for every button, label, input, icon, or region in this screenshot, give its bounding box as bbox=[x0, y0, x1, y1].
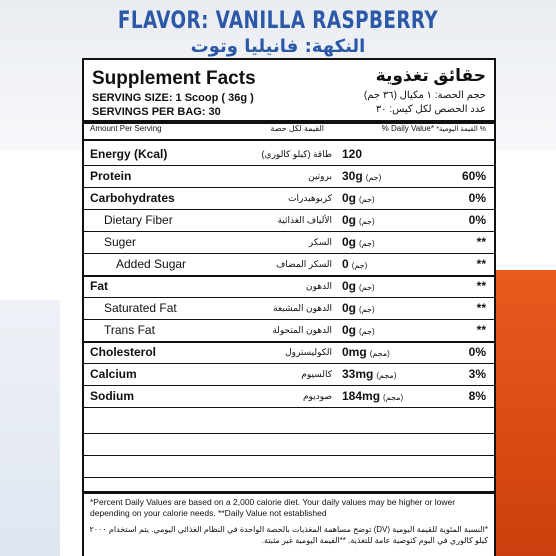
empty-row bbox=[84, 433, 494, 456]
nutrient-name-en: Trans Fat bbox=[104, 323, 155, 337]
amount-unit-ar: (جم) bbox=[351, 261, 368, 270]
serving-size-ar: حجم الحصة: ١ مكيال (٣٦ جم) bbox=[363, 90, 486, 101]
table-row bbox=[84, 363, 494, 386]
nutrient-amount bbox=[342, 187, 446, 209]
nutrient-name-ar: السكر bbox=[308, 237, 332, 247]
nutrient-amount bbox=[342, 231, 446, 253]
amount-unit-ar: (جم) bbox=[359, 217, 375, 226]
nutrient-amount bbox=[342, 385, 446, 407]
amount-value: 0g bbox=[342, 279, 357, 293]
amount-unit-ar: (جم) bbox=[359, 327, 375, 336]
table-row bbox=[84, 385, 494, 408]
amount-value: 0g bbox=[342, 213, 357, 227]
daily-value: ** bbox=[476, 235, 486, 249]
nutrient-name-ar: الدهون المشبعة bbox=[273, 303, 332, 313]
nutrient-amount bbox=[342, 341, 446, 363]
table-row bbox=[84, 319, 494, 343]
nutrient-amount bbox=[342, 143, 446, 165]
nutrient-name-ar: طاقة (كيلو كالوري) bbox=[261, 149, 332, 159]
column-header-rule bbox=[84, 139, 494, 141]
nutrient-name-en: Added Sugar bbox=[116, 257, 187, 271]
daily-value: 8% bbox=[468, 389, 486, 403]
daily-value: 60% bbox=[461, 169, 486, 183]
nutrient-amount bbox=[342, 253, 446, 275]
amount-per-serving-label-ar: القيمة لكل حصة bbox=[270, 124, 324, 133]
servings-per-bag-ar: عدد الحصص لكل كيس: ٣٠ bbox=[375, 104, 486, 115]
empty-row bbox=[84, 455, 494, 478]
nutrient-name-en: Protein bbox=[90, 169, 132, 183]
daily-value-label-ar: *القيمة اليومية % bbox=[436, 126, 486, 133]
table-row bbox=[84, 187, 494, 210]
amount-unit-ar: (جم) bbox=[359, 305, 375, 314]
nutrient-name-en: Fat bbox=[90, 279, 108, 293]
amount-unit-ar: (جم) bbox=[359, 283, 375, 292]
table-row bbox=[84, 341, 494, 364]
amount-unit-ar: (مجم) bbox=[383, 393, 404, 402]
nutrient-name-en: Sodium bbox=[90, 389, 134, 403]
panel-title-ar: حقائق تغذوية bbox=[375, 66, 486, 85]
background-left bbox=[0, 300, 60, 556]
nutrient-name-ar: الدهون bbox=[306, 281, 332, 291]
nutrient-name-en: Carbohydrates bbox=[90, 191, 175, 205]
nutrient-amount bbox=[342, 363, 446, 385]
amount-unit-ar: (جم) bbox=[359, 239, 375, 248]
nutrient-name-en: Suger bbox=[104, 235, 137, 249]
daily-value: 0% bbox=[468, 345, 486, 359]
nutrient-name-en: Calcium bbox=[90, 367, 137, 381]
amount-value: 0 bbox=[342, 257, 349, 271]
nutrient-name-en: Energy (Kcal) bbox=[90, 147, 168, 161]
daily-value: ** bbox=[476, 279, 486, 293]
amount-per-serving-label: Amount Per Serving bbox=[90, 124, 162, 133]
daily-value: ** bbox=[476, 257, 486, 271]
table-row bbox=[84, 143, 494, 166]
footnote-ar: *النسبة المئوية للقيمة اليومية (DV) توضح مساهمة المغذيات بالحصة الواحدة في النظام الغذائي اليومي. يتم استخدام ٢٠٠٠ كيلو كالوري في اليوم كتوصية عامة للتغذية. **القيمة اليومية غير مثبتة. bbox=[89, 525, 488, 545]
nutrient-name-ar: الألياف الغذائية bbox=[277, 215, 332, 225]
servings-per-bag-en: SERVINGS PER BAG: 30 bbox=[92, 106, 221, 118]
nutrient-name-ar: صوديوم bbox=[302, 391, 332, 401]
nutrient-name-en: Saturated Fat bbox=[104, 301, 177, 315]
footer-rule bbox=[84, 491, 494, 494]
panel-title-en: Supplement Facts bbox=[92, 68, 256, 89]
amount-value: 0g bbox=[342, 235, 357, 249]
daily-value: 0% bbox=[468, 191, 486, 205]
amount-value: 120 bbox=[342, 147, 363, 161]
nutrient-name-ar: الكوليسترول bbox=[285, 347, 332, 357]
nutrient-amount bbox=[342, 319, 446, 341]
nutrient-name-ar: السكر المضاف bbox=[275, 259, 332, 269]
serving-size-en: SERVING SIZE: 1 Scoop ( 36g ) bbox=[92, 92, 254, 104]
flavor-title-en: FLAVOR: VANILLA RASPBERRY bbox=[117, 6, 439, 34]
nutrient-name-ar: كالسيوم bbox=[301, 369, 332, 379]
daily-value: 3% bbox=[468, 367, 486, 381]
supplement-facts-panel bbox=[82, 58, 496, 556]
nutrient-amount bbox=[342, 209, 446, 231]
background-right-orange bbox=[496, 270, 556, 556]
amount-unit-ar: (مجم) bbox=[369, 349, 390, 358]
amount-value: 0g bbox=[342, 323, 357, 337]
amount-value: 33mg bbox=[342, 367, 374, 381]
amount-unit-ar: (جم) bbox=[359, 195, 375, 204]
amount-unit-ar: (جم) bbox=[365, 173, 382, 182]
nutrient-name-ar: كربوهيدرات bbox=[288, 193, 332, 203]
daily-value: ** bbox=[476, 323, 486, 337]
daily-value: ** bbox=[476, 301, 486, 315]
flavor-title-ar: النكهة: فانيليا وتوت bbox=[190, 36, 366, 57]
table-row bbox=[84, 297, 494, 320]
footnote-en: *Percent Daily Values are based on a 2,000 calorie diet. Your daily values may be higher or lower depending on your calorie needs. **Daily Value not established bbox=[90, 497, 456, 518]
amount-value: 0g bbox=[342, 301, 357, 315]
table-row bbox=[84, 231, 494, 254]
nutrient-name-en: Dietary Fiber bbox=[104, 213, 173, 227]
amount-value: 184mg bbox=[342, 389, 381, 403]
table-row bbox=[84, 209, 494, 232]
nutrient-amount bbox=[342, 297, 446, 319]
empty-row bbox=[84, 411, 494, 434]
daily-value-label: % Daily Value* bbox=[381, 124, 434, 133]
daily-value: 0% bbox=[468, 213, 486, 227]
amount-value: 30g bbox=[342, 169, 363, 183]
table-row bbox=[84, 253, 494, 277]
amount-value: 0mg bbox=[342, 345, 367, 359]
table-row bbox=[84, 275, 494, 298]
daily-value-header bbox=[382, 124, 486, 140]
nutrient-name-en: Cholesterol bbox=[90, 345, 157, 359]
amount-unit-ar: (مجم) bbox=[376, 371, 397, 380]
nutrient-name-ar: الدهون المتحولة bbox=[272, 325, 332, 335]
amount-value: 0g bbox=[342, 191, 357, 205]
table-row bbox=[84, 165, 494, 188]
nutrient-name-ar: بروتين bbox=[308, 171, 332, 181]
nutrient-amount bbox=[342, 165, 446, 187]
nutrient-amount bbox=[342, 275, 446, 297]
